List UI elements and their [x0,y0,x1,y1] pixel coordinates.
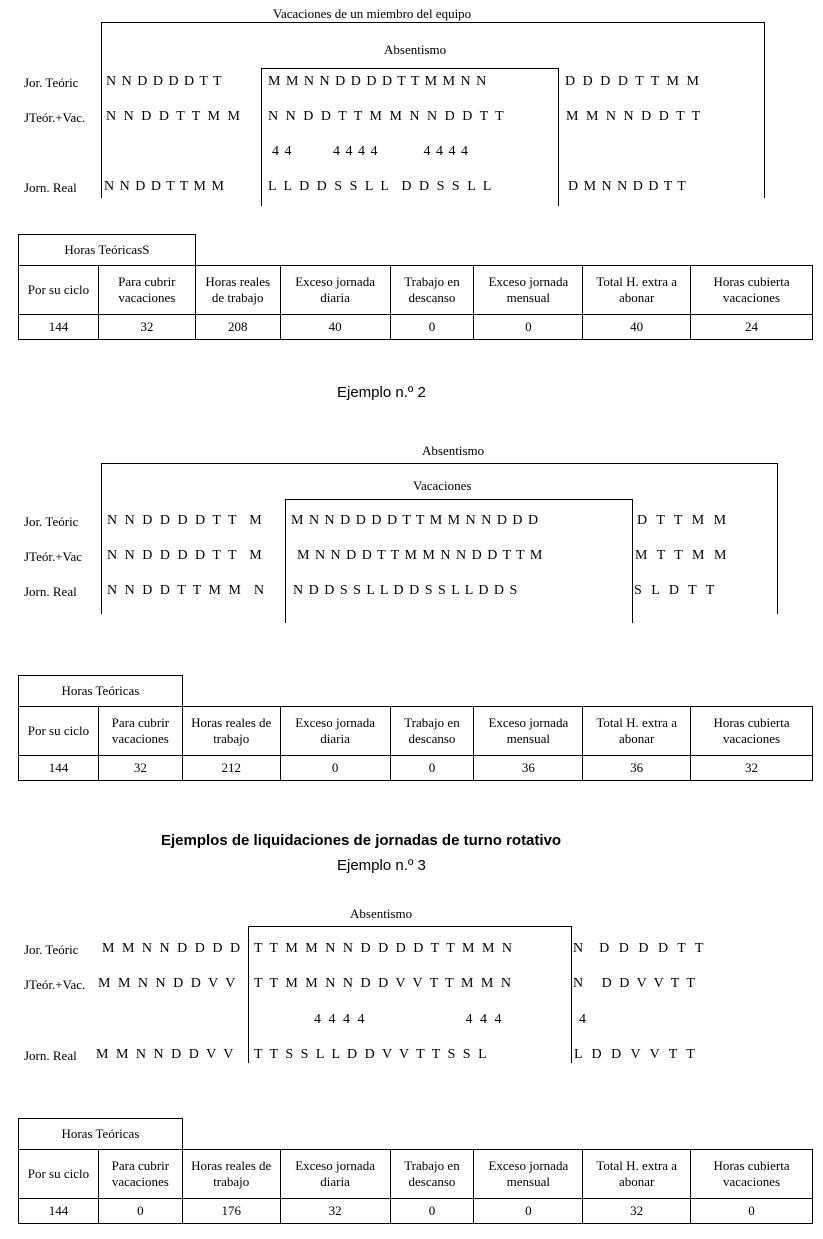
example3-inner-caption: Absentismo [350,906,413,921]
table-header: Horas cubierta vacaciones [691,707,813,756]
table-cell: 40 [583,315,691,340]
example2-inner-caption: Vacaciones [413,478,472,493]
table-cell: 0 [390,756,474,781]
row-post: D D D D T T M M [565,74,701,89]
table-header: Exceso jornada mensual [474,1150,583,1199]
table-cell: 32 [98,756,182,781]
table-cell: 0 [691,1199,813,1224]
row-mid: T T M M N N D D V V T T M M N [254,976,513,991]
row-mid: M N N D D D D T T M M N N D D D [291,513,540,528]
table-header: Por su ciclo [19,1150,99,1199]
row-label: JTeór.+Vac. [24,977,86,992]
row-mid: M M N N D D D D T T M M N N [268,74,488,89]
row-label: JTeór.+Vac. [24,110,86,125]
row-pre: N N D D D D T T M [107,513,264,528]
row-mid: N D D S S L L D D S S L L D D S [293,583,519,598]
row-label: Jorn. Real [24,1048,77,1063]
table-header: Trabajo en descanso [390,1150,474,1199]
table-header: Total H. extra a abonar [583,266,691,315]
table-cell: 32 [98,315,195,340]
row-post: M M N N D D T T [566,109,703,124]
table-cell: 40 [280,315,390,340]
table-header: Total H. extra a abonar [583,1150,691,1199]
table-header: Horas reales de trabajo [195,266,280,315]
table-header: Por su ciclo [19,266,99,315]
table-header: Horas cubierta vacaciones [691,266,813,315]
table-header: Horas reales de trabajo [182,1150,280,1199]
row-post: L D D V V T T [574,1047,698,1062]
table-header: Trabajo en descanso [390,266,474,315]
example1-hours-table [18,234,813,340]
table-cell: 208 [195,315,280,340]
example1-caption: Vacaciones de un miembro del equipo [273,6,472,21]
table-header: Exceso jornada diaria [280,707,390,756]
hours-marks: 4 4 4 4 4 4 4 [292,1012,504,1027]
table-cell: 0 [280,756,390,781]
table-cell: 0 [98,1199,182,1224]
row-mid: T T M M N N D D D D T T M M N [254,941,515,956]
table-header: Exceso jornada mensual [474,266,583,315]
hours-marks-post: 4 [579,1012,586,1027]
row-pre: N N D D T T M M [104,179,225,194]
table-cell: 36 [474,756,583,781]
row-label: Jor. Teóric [24,942,79,957]
row-pre: N N D D D D T T M [107,548,264,563]
table-header: Exceso jornada diaria [280,266,390,315]
row-pre: N N D D T T M M N [107,583,267,598]
table-header: Horas cubierta vacaciones [691,1150,813,1199]
row-pre: M M N N D D V V [96,1047,236,1062]
row-post: N D D D D T T [573,941,707,956]
table-cell: 0 [474,1199,583,1224]
row-post: S L D T T [634,583,718,598]
row-mid: L L D D S S L L D D S S L L [268,179,494,194]
example3-title: Ejemplo n.º 3 [337,857,426,874]
table-header: Total H. extra a abonar [583,707,691,756]
table-header: Por su ciclo [19,707,99,756]
row-pre: M M N N D D D D [102,941,243,956]
section-heading: Ejemplos de liquidaciones de jornadas de turno rotativo [161,832,562,849]
table-header: Trabajo en descanso [390,707,474,756]
row-pre: N N D D D D T T [106,74,223,89]
row-post: D T T M M [637,513,730,528]
hours-marks: 4 4 4 4 4 4 4 4 4 4 [272,144,469,159]
row-pre: N N D D T T M M [106,109,242,124]
table-cell: 0 [390,1199,474,1224]
table-cell: 0 [474,315,583,340]
table-cell: 36 [583,756,691,781]
table-title: Horas Teóricas [19,676,183,707]
example1-inner-caption: Absentismo [384,42,447,57]
table-header: Para cubrir vacaciones [98,266,195,315]
table-cell: 144 [19,756,99,781]
row-mid: T T S S L L D D V V T T S S L [254,1047,489,1062]
row-label: Jorn. Real [24,584,77,599]
table-header: Exceso jornada diaria [280,1150,390,1199]
table-cell: 24 [691,315,813,340]
row-post: N D D V V T T [573,976,697,991]
table-cell: 144 [19,1199,99,1224]
table-cell: 32 [583,1199,691,1224]
table-cell: 176 [182,1199,280,1224]
table-cell: 212 [182,756,280,781]
example2-hours-table [18,675,813,781]
row-post: D M N N D D T T [568,179,687,194]
row-mid: N N D D T T M M N N D D T T [268,109,506,124]
table-header: Exceso jornada mensual [474,707,583,756]
table-cell: 32 [691,756,813,781]
row-label: Jor. Teóric [24,514,79,529]
example2-title: Ejemplo n.º 2 [337,384,426,401]
row-pre: M M N N D D V V [98,976,238,991]
table-header: Para cubrir vacaciones [98,707,182,756]
example2-outer-caption: Absentismo [422,443,485,458]
row-label: Jorn. Real [24,180,77,195]
table-cell: 144 [19,315,99,340]
row-label: Jor. Teóric [24,75,79,90]
table-header: Horas reales de trabajo [182,707,280,756]
table-title: Horas TeóricasS [19,235,196,266]
row-mid: M N N D D T T M M N N D D T T M [297,548,544,563]
table-cell: 0 [390,315,474,340]
row-post: M T T M M [635,548,730,563]
row-label: JTeór.+Vac [24,549,83,564]
table-cell: 32 [280,1199,390,1224]
table-title: Horas Teóricas [19,1119,183,1150]
table-header: Para cubrir vacaciones [98,1150,182,1199]
example3-hours-table [18,1118,813,1224]
